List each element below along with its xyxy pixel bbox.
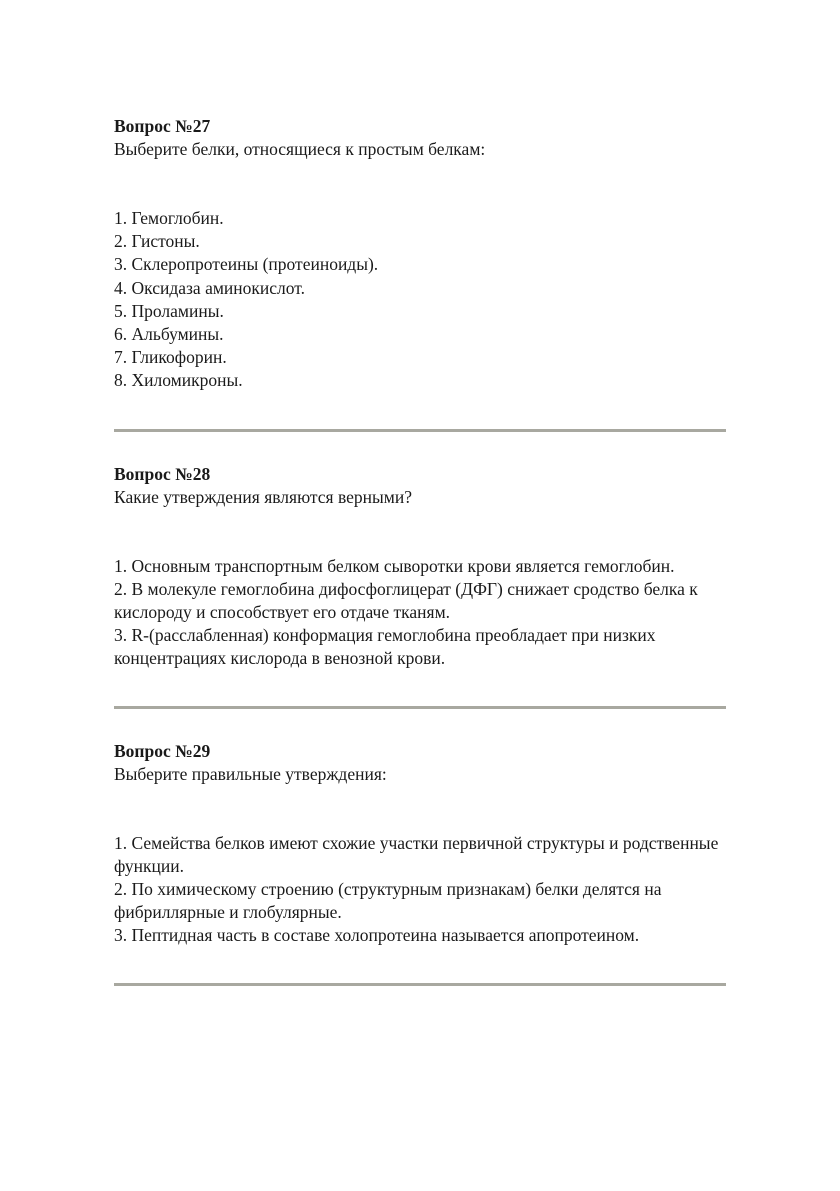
answer-options	[114, 832, 726, 947]
answer-option: 6. Альбумины.	[114, 324, 224, 345]
answer-option: 1. Семейства белков имеют схожие участки первичной структуры и родственные функции.	[114, 832, 719, 876]
question-prompt: Какие утверждения являются верными?	[114, 486, 412, 507]
answer-option: 1. Основным транспортным белком сыворотки крови является гемоглобин.	[114, 555, 675, 576]
section-divider	[114, 983, 726, 986]
answer-option: 1. Гемоглобин.	[114, 208, 224, 228]
answer-option: 2. В молекуле гемоглобина дифосфоглицерат (ДФГ) снижает сродство белка к кислороду и способствует его отдаче тканям.	[114, 578, 698, 622]
document-page	[114, 115, 726, 1017]
answer-option: 2. Гистоны.	[114, 231, 200, 252]
answer-options	[114, 555, 726, 670]
question-prompt: Выберите правильные утверждения:	[114, 763, 387, 784]
section-divider	[114, 706, 726, 709]
answer-options	[114, 207, 726, 393]
answer-option: 3. R-(расслабленная) конформация гемоглобина преобладает при низких концентрациях кислорода в венозной крови.	[114, 624, 656, 668]
section-divider	[114, 429, 726, 432]
answer-option: 2. По химическому строению (структурным признакам) белки делятся на фибриллярные и глобулярные.	[114, 878, 662, 922]
answer-option: 3. Пептидная часть в составе холопротеина называется апопротеином.	[114, 924, 640, 945]
answer-option: 7. Гликофорин.	[114, 347, 227, 368]
question-prompt: Выберите белки, относящиеся к простым белкам:	[114, 139, 486, 159]
question-28	[114, 463, 726, 670]
question-title: Вопрос №29	[114, 740, 211, 761]
question-29	[114, 740, 726, 947]
answer-option: 5. Проламины.	[114, 300, 224, 321]
answer-option: 4. Оксидаза аминокислот.	[114, 277, 305, 298]
answer-option: 8. Хиломикроны.	[114, 370, 243, 391]
question-27	[114, 115, 726, 393]
question-title: Вопрос №27	[114, 116, 211, 136]
question-title: Вопрос №28	[114, 463, 211, 484]
answer-option: 3. Склеропротеины (протеиноиды).	[114, 254, 379, 275]
